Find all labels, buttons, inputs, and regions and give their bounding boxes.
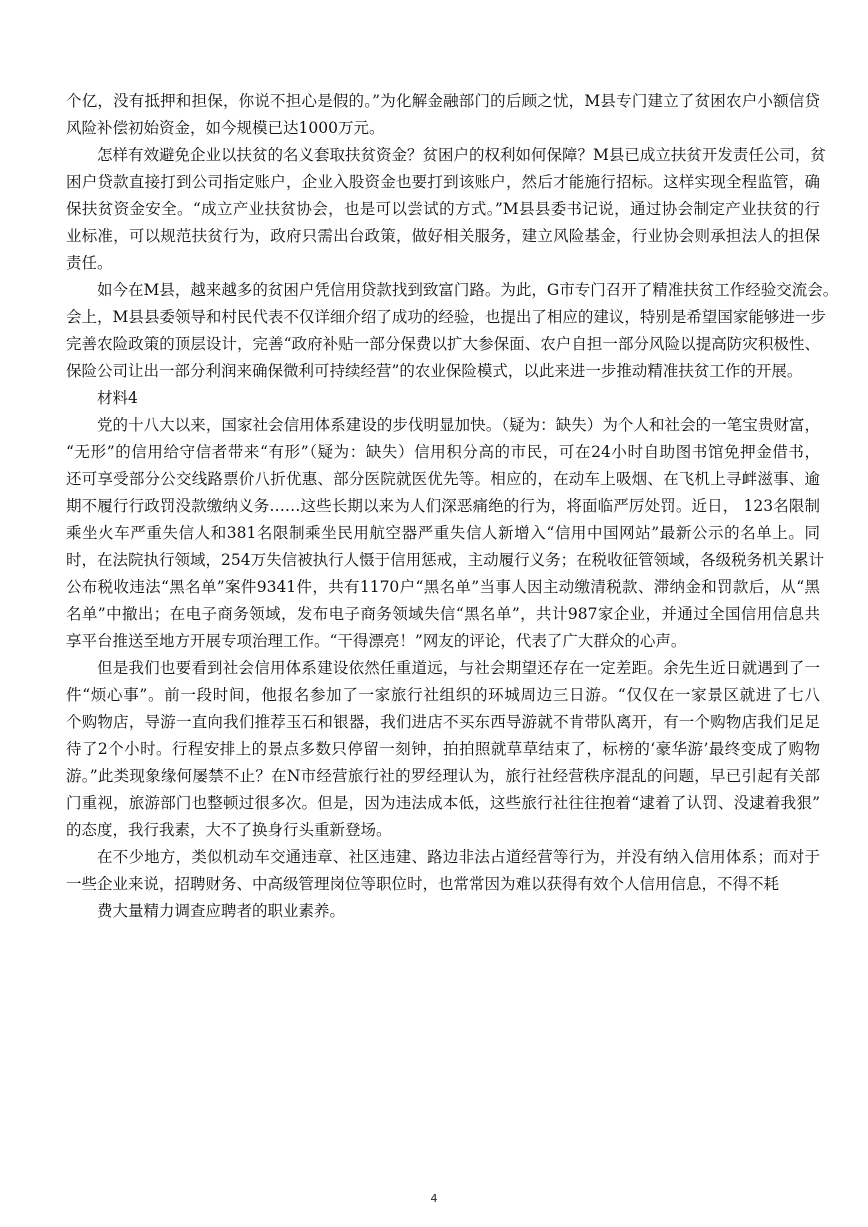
text-line: 一些企业来说，招聘财务、中高级管理岗位等职位时，也常常因为难以获得有效个人信用信息，不得不耗 (66, 875, 780, 893)
text-line: 名单”中撤出；在电子商务领域，发布电子商务领域失信“黑名单”，共计987家企业，并通过全国信用信息共 (66, 605, 820, 623)
text-line: 待了2个小时。行程安排上的景点多数只停留一刻钟，拍拍照就草草结束了，标榜的‘豪华游’最终变成了购物 (66, 740, 820, 758)
text-line: 怎样有效避免企业以扶贫的名义套取扶贫资金？贫困户的权利如何保障？M县已成立扶贫开发责任公司，贫 (97, 146, 826, 164)
paragraph-5 (66, 655, 820, 844)
text-line: 风险补偿初始资金，如今规模已达1000万元。 (66, 119, 385, 137)
text-line: 如今在M县，越来越多的贫困户凭信用贷款找到致富门路。为此，G市专门召开了精准扶贫工作经验交流会。 (97, 281, 839, 299)
document-page (66, 88, 839, 925)
text-line: 党的十八大以来，国家社会信用体系建设的步伐明显加快。（疑为：缺失）为个人和社会的一笔宝贵财富， (97, 416, 820, 434)
text-line: 个购物店，导游一直向我们推荐玉石和银器，我们进店不买东西导游就不肯带队离开，有一个购物店我们足足 (66, 713, 820, 731)
text-line: 的态度，我行我素，大不了换身行头重新登场。 (66, 821, 392, 839)
text-line: 保扶贫资金安全。“成立产业扶贫协会，也是可以尝试的方式。”M县县委书记说，通过协会制定产业扶贫的行 (66, 200, 820, 218)
text-line: 困户贷款直接打到公司指定账户，企业入股资金也要打到该账户，然后才能施行招标。这样实现全程监管，确 (66, 173, 820, 191)
paragraph-2 (66, 142, 826, 277)
text-line: 业标准，可以规范扶贫行为，政府只需出台政策，做好相关服务，建立风险基金，行业协会则承担法人的担保 (66, 227, 820, 245)
text-line: 门重视，旅游部门也整顿过很多次。但是，因为违法成本低，这些旅行社往往抱着“逮着了认罚、没逮着我狠” (66, 794, 820, 812)
text-line: 完善农险政策的顶层设计，完善“政府补贴一部分保费以扩大参保面、农户自担一部分风险以提高防灾积极性、 (66, 335, 820, 353)
text-line: “无形”的信用给守信者带来“有形”（疑为：缺失）信用积分高的市民，可在24小时自助图书馆免押金借书， (66, 443, 820, 461)
text-line: 但是我们也要看到社会信用体系建设依然任重道远，与社会期望还存在一定差距。余先生近日就遇到了一 (97, 659, 820, 677)
text-line: 会上，M县县委领导和村民代表不仅详细介绍了成功的经验，也提出了相应的建议，特别是希望国家能够进一步 (66, 308, 826, 326)
paragraph-6 (66, 844, 820, 898)
text-line: 期不履行行政罚没款缴纳义务……这些长期以来为人们深恶痛绝的行为，将面临严厉处罚。近日， 123名限制 (66, 497, 820, 515)
paragraph-7 (66, 898, 820, 925)
text-line: 责任。 (66, 254, 113, 272)
text-line: 件“烦心事”。前一段时间，他报名参加了一家旅行社组织的环城周边三日游。“仅仅在一家景区就进了七八 (66, 686, 820, 704)
text-line: 游。”此类现象缘何屡禁不止？在N市经营旅行社的罗经理认为，旅行社经营秩序混乱的问题，早已引起有关部 (66, 767, 820, 785)
paragraph-4 (66, 412, 825, 655)
text-line: 保险公司让出一部分利润来确保微利可持续经营”的农业保险模式，以此来进一步推动精准扶贫工作的开展。 (66, 362, 803, 380)
text-line: 费大量精力调查应聘者的职业素养。 (97, 902, 346, 920)
text-line: 材料4 (97, 389, 138, 407)
text-line: 个亿，没有抵押和担保，你说不担心是假的。”为化解金融部门的后顾之忧，M县专门建立了贫困农户小额信贷 (66, 92, 820, 110)
text-line: 公布税收违法“黑名单”案件9341件，共有1170户“黑名单”当事人因主动缴清税款、滞纳金和罚款后，从“黑 (66, 578, 820, 596)
paragraph-3 (66, 277, 839, 385)
text-line: 在不少地方，类似机动车交通违章、社区违建、路边非法占道经营等行为，并没有纳入信用体系；而对于 (97, 848, 820, 866)
text-line: 还可享受部分公交线路票价八折优惠、部分医院就医优先等。相应的，在动车上吸烟、在飞机上寻衅滋事、逾 (66, 470, 820, 488)
section-heading-material-4 (66, 385, 820, 412)
text-line: 享平台推送至地方开展专项治理工作。“干得漂亮！”网友的评论，代表了广大群众的心声。 (66, 632, 687, 650)
page-number: 4 (430, 1192, 438, 1205)
text-line: 时，在法院执行领域，254万失信被执行人慑于信用惩戒，主动履行义务；在税收征管领域，各级税务机关累计 (66, 551, 825, 569)
text-line: 乘坐火车严重失信人和381名限制乘坐民用航空器严重失信人新增入“信用中国网站”最新公示的名单上。同 (66, 524, 820, 542)
paragraph-1 (66, 88, 820, 142)
